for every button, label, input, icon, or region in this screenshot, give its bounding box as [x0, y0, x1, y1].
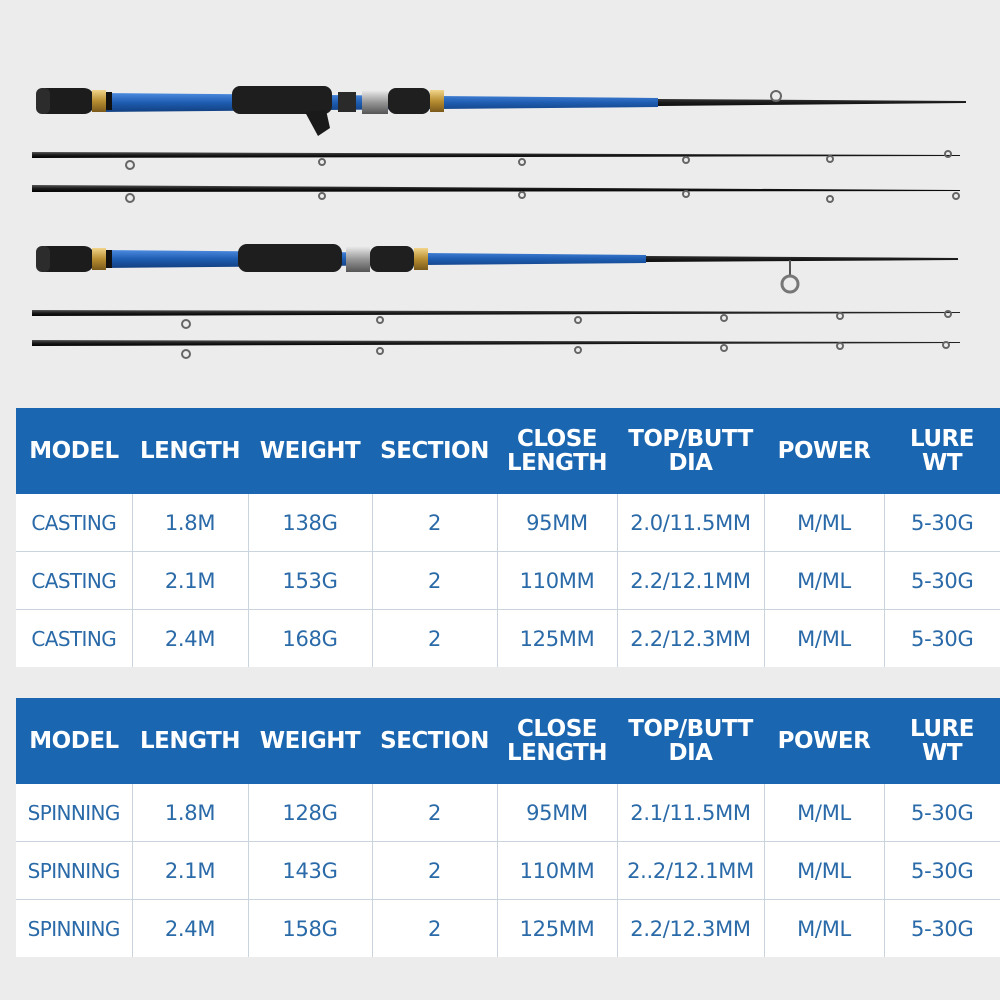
cell-power: M/ML — [764, 784, 884, 842]
table-row — [16, 842, 1000, 900]
cell-power: M/ML — [764, 494, 884, 552]
cell-section: 2 — [372, 900, 497, 958]
cell-section: 2 — [372, 610, 497, 668]
cell-weight: 143G — [248, 842, 372, 900]
cell-close-length: 95MM — [497, 784, 617, 842]
header-power: POWER — [764, 408, 884, 494]
header-lure-wt: LURE WT — [884, 698, 1000, 784]
table-row — [16, 900, 1000, 958]
header-section: SECTION — [372, 698, 497, 784]
header-close-length: CLOSE LENGTH — [497, 408, 617, 494]
cell-close-length: 125MM — [497, 900, 617, 958]
cell-section: 2 — [372, 784, 497, 842]
cell-section: 2 — [372, 552, 497, 610]
cell-length: 1.8M — [132, 784, 248, 842]
header-row — [16, 698, 1000, 784]
cell-length: 2.1M — [132, 552, 248, 610]
cell-top-butt-dia: 2.2/12.1MM — [617, 552, 764, 610]
header-lure-wt: LURE WT — [884, 408, 1000, 494]
cell-top-butt-dia: 2..2/12.1MM — [617, 842, 764, 900]
cell-lure-wt: 5-30G — [884, 784, 1000, 842]
cell-lure-wt: 5-30G — [884, 552, 1000, 610]
cell-section: 2 — [372, 842, 497, 900]
cell-length: 1.8M — [132, 494, 248, 552]
cell-top-butt-dia: 2.0/11.5MM — [617, 494, 764, 552]
header-top-butt-dia: TOP/BUTT DIA — [617, 408, 764, 494]
cell-top-butt-dia: 2.2/12.3MM — [617, 900, 764, 958]
table-row — [16, 552, 1000, 610]
cell-weight: 158G — [248, 900, 372, 958]
cell-model: SPINNING — [16, 900, 132, 958]
cell-close-length: 110MM — [497, 842, 617, 900]
cell-lure-wt: 5-30G — [911, 626, 974, 651]
header-power: POWER — [764, 698, 884, 784]
cell-lure-wt: 5-30G — [911, 916, 974, 941]
header-weight: WEIGHT — [248, 698, 372, 784]
casting-spec-table — [16, 408, 1000, 667]
spinning-rod-tip-section-2 — [32, 340, 960, 358]
cell-top-butt-dia: 2.1/11.5MM — [617, 784, 764, 842]
cell-section: 2 — [372, 494, 497, 552]
cell-model: CASTING — [16, 610, 132, 668]
cell-weight: 128G — [248, 784, 372, 842]
header-top-butt-dia: TOP/BUTT DIA — [617, 698, 764, 784]
spinning-spec-table — [16, 698, 1000, 957]
casting-rod-tip-section-1 — [32, 151, 960, 169]
table-row — [16, 784, 1000, 842]
cell-lure-wt: 5-30G — [884, 842, 1000, 900]
cell-power: M/ML — [764, 552, 884, 610]
fishing-rods-image — [0, 0, 1000, 400]
cell-close-length: 95MM — [497, 494, 617, 552]
cell-length: 2.4M — [132, 900, 248, 958]
cell-power: M/ML — [764, 900, 884, 958]
cell-length: 2.4M — [132, 610, 248, 668]
header-close-length: CLOSE LENGTH — [497, 698, 617, 784]
cell-close-length: 125MM — [497, 610, 617, 668]
header-section: SECTION — [372, 408, 497, 494]
header-model: MODEL — [16, 698, 132, 784]
spinning-rod-butt-section — [36, 244, 958, 292]
header-row — [16, 408, 1000, 494]
spinning-rod-tip-section-1 — [32, 310, 960, 328]
header-weight: WEIGHT — [248, 408, 372, 494]
cell-power: M/ML — [764, 842, 884, 900]
cell-power: M/ML — [764, 610, 884, 668]
cell-weight: 153G — [248, 552, 372, 610]
cell-weight: 168G — [248, 610, 372, 668]
header-model: MODEL — [16, 408, 132, 494]
table-row — [16, 610, 1000, 668]
casting-rod-butt-section — [36, 86, 966, 136]
header-length: LENGTH — [132, 408, 248, 494]
header-length: LENGTH — [132, 698, 248, 784]
cell-model: SPINNING — [16, 842, 132, 900]
cell-close-length: 110MM — [497, 552, 617, 610]
cell-weight: 138G — [248, 494, 372, 552]
cell-length: 2.1M — [132, 842, 248, 900]
cell-model: SPINNING — [16, 784, 132, 842]
cell-top-butt-dia: 2.2/12.3MM — [617, 610, 764, 668]
cell-model: CASTING — [16, 552, 132, 610]
cell-lure-wt: 5-30G — [884, 494, 1000, 552]
cell-model: CASTING — [16, 494, 132, 552]
casting-rod-tip-section-2 — [32, 185, 960, 202]
table-row — [16, 494, 1000, 552]
